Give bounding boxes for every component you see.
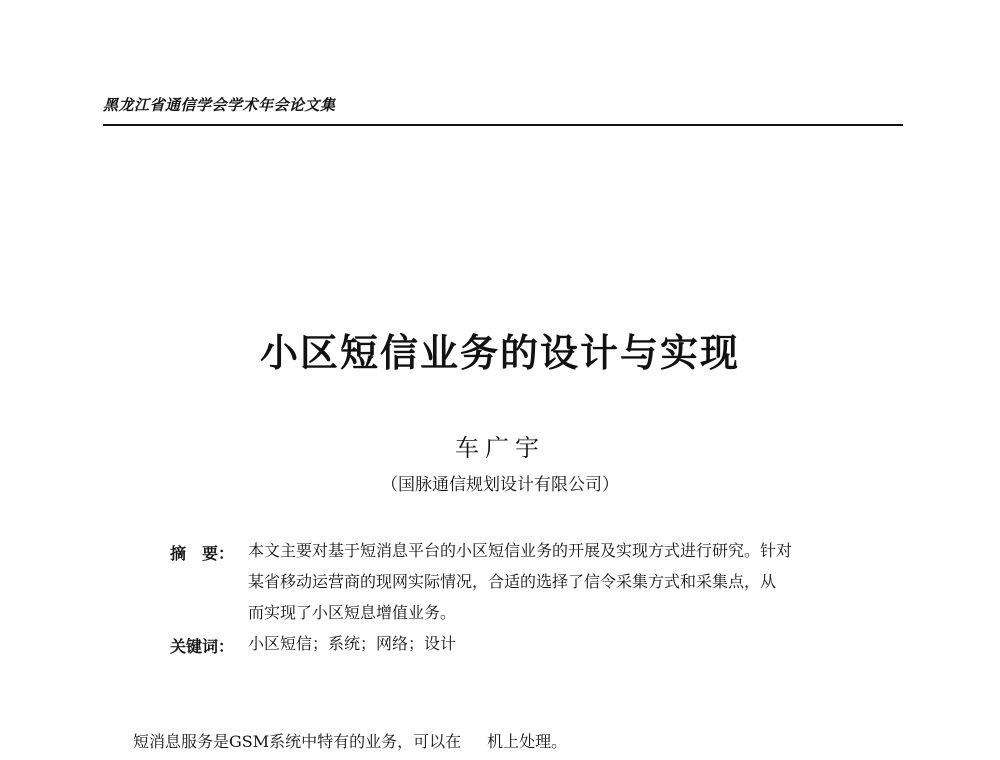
header-rule [103,124,903,126]
running-header: 黑龙江省通信学会学术年会论文集 [103,96,336,114]
abstract-line: 某省移动运营商的现网实际情况，合适的选择了信令采集方式和采集点，从 [248,572,777,591]
abstract-text [248,535,848,628]
abstract-line: 本文主要对基于短消息平台的小区短信业务的开展及实现方式进行研究。针对 [248,541,793,560]
abstract-line: 而实现了小区短息增值业务。 [248,603,457,622]
body-paragraph-line [133,729,567,752]
abstract-label: 摘 要： [170,544,235,563]
keywords-text: 小区短信；系统；网络；设计 [248,634,457,653]
keywords-label: 关键词： [170,637,235,656]
paper-author: 车广宇 [455,434,545,462]
body-text-part: 机上处理。 [487,732,568,751]
paper-title: 小区短信业务的设计与实现 [259,330,740,375]
paper-affiliation: （国脉通信规划设计有限公司） [381,475,619,495]
body-text-part: 短消息服务是GSM系统中特有的业务，可以在 [133,732,462,751]
